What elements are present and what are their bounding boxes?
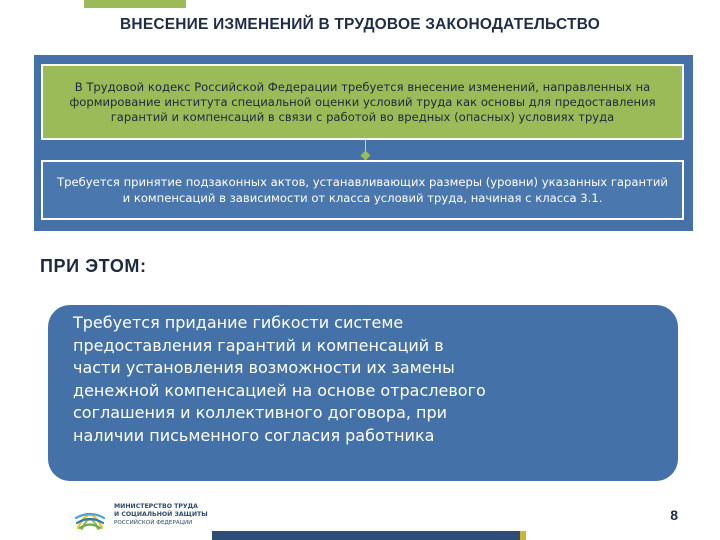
ministry-logo-icon <box>72 498 108 534</box>
tk-changes-text: В Трудовой кодекс Российской Федерации требуется внесение изменений, направленных на формирование института специальной оценки условий труда как основы для предоставления гарантий и компенсаций в связи с работой во вредных (опасных) условиях труда <box>69 79 656 124</box>
footer-bar <box>212 531 524 540</box>
ministry-line-3: РОССИЙСКОЙ ФЕДЕРАЦИИ <box>114 520 193 526</box>
footer-bar-accent <box>520 531 526 540</box>
ministry-line-2: И СОЦИАЛЬНОЙ ЗАЩИТЫ <box>114 511 208 518</box>
slide-title: ВНЕСЕНИЕ ИЗМЕНЕНИЙ В ТРУДОВОЕ ЗАКОНОДАТЕЛЬСТВО <box>120 16 600 33</box>
page-number: 8 <box>670 507 678 523</box>
bylaws-text: Требуется принятие подзаконных актов, устанавливающих размеры (уровни) указанных гарантий и компенсаций в зависимости от класса условий труда, начиная с класса 3.1. <box>57 175 668 205</box>
section-heading: ПРИ ЭТОМ: <box>40 256 147 276</box>
ministry-name <box>114 503 224 527</box>
top-accent-tab <box>84 0 186 8</box>
bylaws-box <box>41 160 684 220</box>
flexibility-text: Требуется придание гибкости системе предоставления гарантий и компенсаций в части установления возможности их замены денежной компенсацией на основе отраслевого соглашения и коллективного договора, при наличии письменного согласия работника <box>73 313 486 445</box>
tk-changes-box <box>41 64 684 140</box>
ministry-line-1: МИНИСТЕРСТВО ТРУДА <box>114 503 198 510</box>
flexibility-box <box>48 305 678 481</box>
